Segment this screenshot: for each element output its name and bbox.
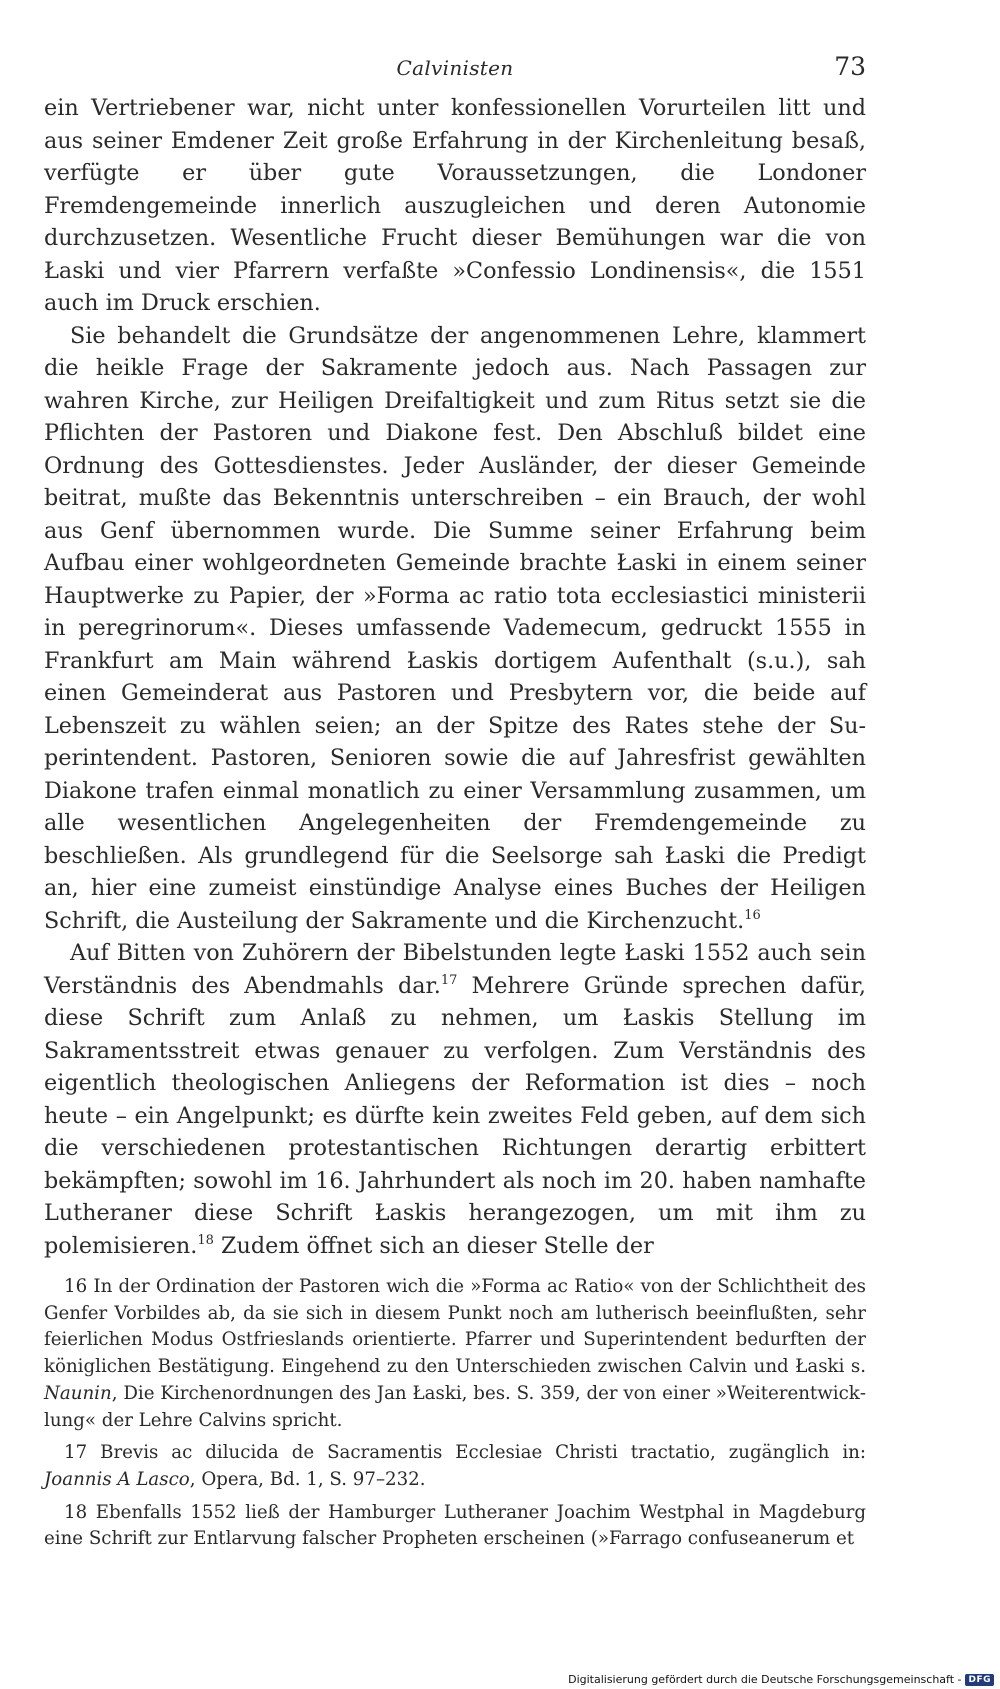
- main-text: [44, 92, 866, 1262]
- paragraph-3-text-b: Mehrere Gründe sprechen dafür, diese Schrift zum Anlaß zu nehmen, um Łaskis Stellung im Sakramentsstreit etwas genauer zu verfolgen. Zum Verständnis des eigentlich theologischen Anliegens der Reformation ist dies – noch heute – ein Angelpunkt; es dürfte kein zweites Feld geben, auf dem sich die verschiedenen protestantischen Richtungen derartig erbittert bekämpften; sowohl im 16. Jahrhundert als noch im 20. haben namhafte Lutheraner diese Schrift Łaskis herangezogen, um mit ihm zu polemisieren.: [44, 972, 866, 1259]
- footnote-17-author: Joannis A Lasco: [44, 1468, 190, 1490]
- footnote-ref-16: 16: [744, 907, 761, 923]
- footnotes: [44, 1274, 866, 1553]
- footnote-18: 18 Ebenfalls 1552 ließ der Hamburger Lutheraner Joachim Westphal in Magdeburg eine Schrift zur Entlarvung falscher Propheten erscheinen (»Farrago confuseanerum et: [44, 1501, 866, 1550]
- running-title: Calvinisten: [396, 56, 514, 80]
- footnote-16-text-a: 16 In der Ordination der Pastoren wich die »Forma ac Ratio« von der Schlichtheit des Genfer Vorbildes ab, da sie sich in diesem Punkt noch am lutherisch beeinflußten, sehr feierlichen Modus Ostfrieslands orientierte. Pfarrer und Superintendent bedurften der königlichen Bestätigung. Eingehend zu den Unterschieden zwischen Calvin und Łaski s.: [44, 1276, 866, 1378]
- book-page: [44, 50, 866, 1559]
- footnote-16-text-b: , Die Kirchenordnungen des Jan Łaski, bes. S. 359, der von einer »Weiterentwicklung« der Lehre Calvins spricht.: [44, 1382, 866, 1431]
- page-number: 73: [834, 52, 866, 81]
- footnote-17: [44, 1440, 866, 1493]
- page-header: [44, 50, 866, 90]
- digitization-footer: [568, 1673, 994, 1686]
- footnote-ref-18: 18: [197, 1232, 214, 1248]
- paragraph-2: [44, 320, 866, 938]
- paragraph-3-text-a: Auf Bitten von Zuhörern der Bibelstunden legte Łaski 1552 auch sein Verständnis des Abendmahls dar.: [44, 940, 866, 999]
- dfg-logo: DFG: [965, 1674, 994, 1686]
- paragraph-1: ein Vertriebener war, nicht unter konfessionellen Vorurteilen litt und aus seiner Emdener Zeit große Erfahrung in der Kirchenleitung besaß, verfügte er über gute Voraussetzungen, die Londoner Fremdengemeinde innerlich auszugleichen und deren Autonomie durchzusetzen. Wesentliche Frucht dieser Bemühungen war die von Łaski und vier Pfarrern verfaßte »Confessio Londinensis«, die 1551 auch im Druck erschien.: [44, 95, 866, 316]
- footnote-ref-17: 17: [440, 972, 458, 988]
- footnote-16-author: Naunin: [44, 1382, 112, 1404]
- footnote-16: [44, 1274, 866, 1434]
- footnote-17-text-a: 17 Brevis ac dilucida de Sacramentis Ecclesiae Christi tractatio, zugänglich in:: [64, 1442, 866, 1464]
- digitization-note: Digitalisierung gefördert durch die Deutsche Forschungsgemeinschaft -: [568, 1673, 962, 1686]
- paragraph-3-text-c: Zudem öffnet sich an dieser Stelle der: [213, 1232, 654, 1259]
- paragraph-3: [44, 937, 866, 1262]
- paragraph-2-text: Sie behandelt die Grundsätze der angenommenen Lehre, klammert die heikle Frage der Sakramente jedoch aus. Nach Passagen zur wahren Kirche, zur Heiligen Dreifaltigkeit und zum Ritus setzt sie die Pflichten der Pastoren und Diakone fest. Den Abschluß bildet eine Ordnung des Gottesdienstes. Jeder Ausländer, der dieser Gemeinde beitrat, mußte das Bekenntnis unterschreiben – ein Brauch, der wohl aus Genf übernommen wurde. Die Summe seiner Erfahrung beim Aufbau einer wohlgeordneten Gemeinde brachte Łaski in einem seiner Hauptwerke zu Papier, der »Forma ac ratio tota ecclesiastici ministerii in peregrinorum«. Dieses umfassende Vademecum, gedruckt 1555 in Frankfurt am Main während Łaskis dortigem Aufenthalt (s.u.), sah einen Gemeinderat aus Pastoren und Presbytern vor, die beide auf Lebenszeit zu wählen seien; an der Spitze des Rates stehe der Superintendent. Pastoren, Senioren sowie die auf Jahresfrist gewählten Diakone trafen einmal monatlich zu einer Versammlung zusammen, um alle wesentlichen Angelegenheiten der Fremdengemeinde zu beschließen. Als grundlegend für die Seelsorge sah Łaski die Predigt an, hier eine zumeist einstündige Analyse eines Buches der Heiligen Schrift, die Austeilung der Sakramente und die Kirchenzucht.: [44, 322, 866, 934]
- footnote-17-text-b: , Opera, Bd. 1, S. 97–232.: [189, 1468, 426, 1490]
